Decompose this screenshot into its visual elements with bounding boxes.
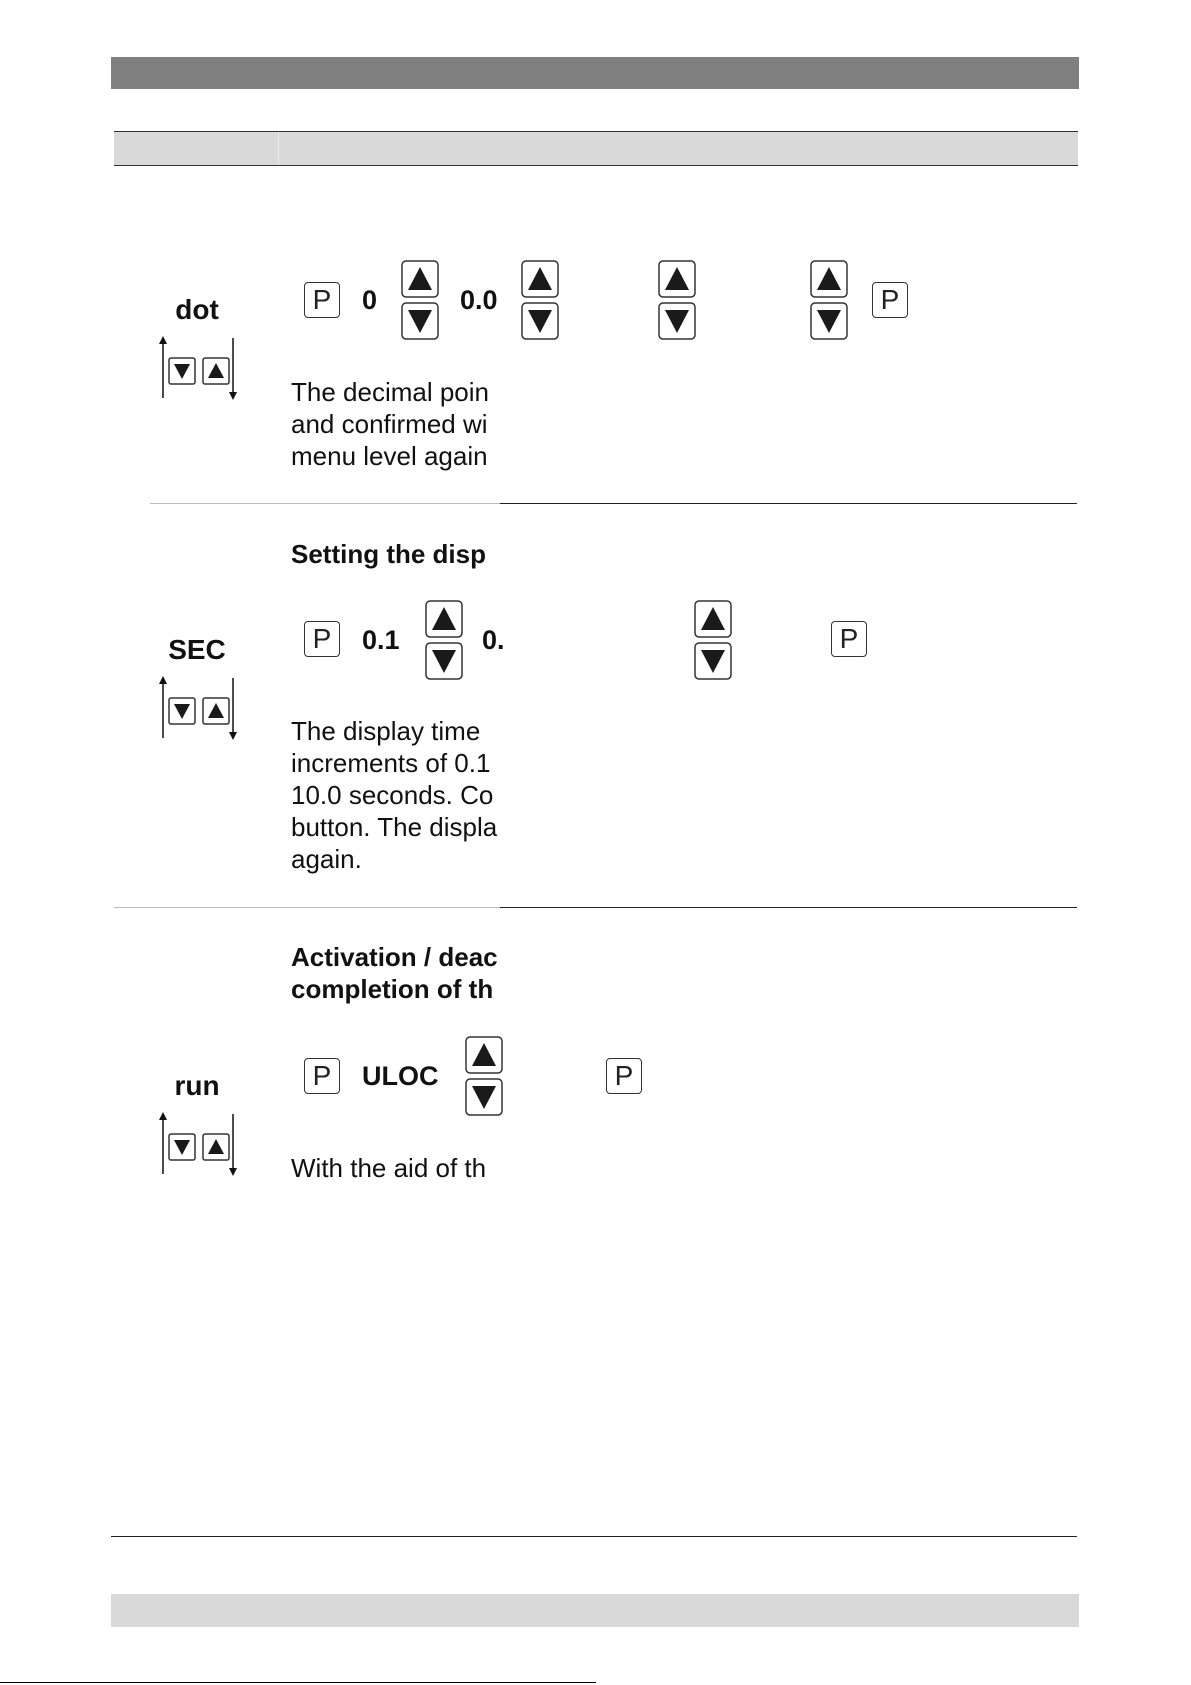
up-down-arrows-icon [465,1036,503,1116]
page-footer-bar [111,1594,1079,1627]
p-key-icon: P [304,1058,340,1094]
text-line: increments of 0.1 [291,748,491,778]
row-divider [150,503,500,504]
param-label-run: run [174,1070,220,1101]
sec-value-1: 0.1 [362,625,400,655]
up-down-nav-icon [157,1112,237,1176]
text-line: menu level again [291,441,488,471]
sec-description [291,715,497,875]
run-value-1: ULOC [362,1061,439,1091]
text-line: The decimal poin [291,377,489,407]
text-line: and confirmed wi [291,409,488,439]
heading-line: Activation / deac [291,942,498,972]
p-key-icon: P [606,1058,642,1094]
row-divider [150,907,500,908]
table-header [114,131,1078,166]
up-down-arrows-icon [521,260,559,340]
text-line: With the aid of th [291,1153,487,1183]
bottom-rule [0,1682,596,1683]
text-line: The display time [291,716,481,746]
p-key-icon: P [304,282,340,318]
param-label-dot: dot [175,294,219,325]
text-line: button. The displa [291,812,498,842]
dot-description [291,376,489,472]
footer-rule [111,1536,1077,1537]
p-key-icon: P [872,282,908,318]
text-line: 10.0 seconds. Co [291,780,494,810]
row-divider [500,907,1077,908]
run-heading [291,941,498,1005]
row-divider [114,907,150,908]
dot-value-2: 0.0 [460,285,498,315]
up-down-nav-icon [157,336,237,400]
row-divider [500,503,1077,504]
up-down-arrows-icon [810,260,848,340]
sec-heading: Setting the disp [291,539,486,569]
up-down-arrows-icon [658,260,696,340]
up-down-nav-icon [157,676,237,740]
up-down-arrows-icon [425,600,463,680]
dot-value-1: 0 [362,285,378,315]
up-down-arrows-icon [694,600,732,680]
heading-line: completion of th [291,974,494,1004]
table-header-separator [278,132,279,165]
up-down-arrows-icon [401,260,439,340]
param-label-sec: SEC [168,634,226,665]
p-key-icon: P [304,621,340,657]
text-line: again. [291,844,362,874]
p-key-icon: P [831,621,867,657]
page-header-bar [111,57,1079,89]
run-description [291,1152,486,1184]
sec-value-2: 0. [482,625,505,655]
